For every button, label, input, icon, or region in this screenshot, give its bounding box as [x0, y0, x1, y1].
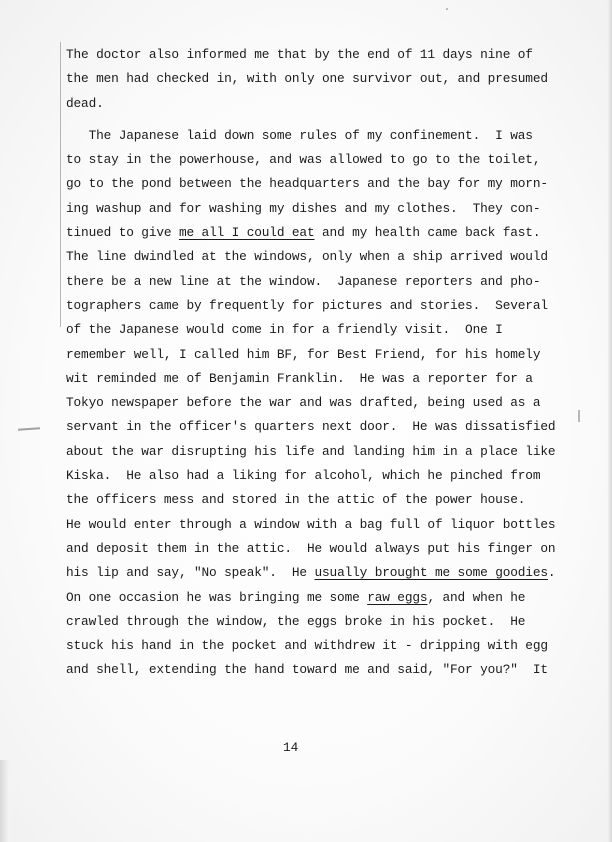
text-line: Kiska. He also had a liking for alcohol, which he pinched from — [66, 468, 541, 484]
paragraph-gap — [66, 116, 566, 124]
text-line — [66, 586, 566, 610]
text-line: the officers mess and stored in the attic of the power house. — [66, 492, 526, 508]
underlined-phrase: me all I could eat — [178, 225, 315, 241]
text-line: and deposit them in the attic. He would always put his finger on — [66, 540, 556, 556]
text-line: The doctor also informed me that by the end of 11 days nine of — [66, 47, 533, 62]
text-line: to stay in the powerhouse, and was allowed to go to the toilet, — [66, 152, 541, 168]
underlined-phrase: usually brought me some goodies — [314, 565, 548, 581]
text-line: servant in the officer's quarters next door. He was dissatisfied — [66, 419, 556, 435]
text-line: of the Japanese would come in for a friendly visit. One I — [66, 322, 503, 338]
scan-edge-right — [608, 0, 612, 842]
scan-edge-left — [0, 760, 10, 842]
text-segment: his lip and say, "No speak". He — [66, 565, 315, 581]
text-line: The Japanese laid down some rules of my confinement. I was — [66, 127, 533, 143]
scan-speck — [446, 8, 448, 10]
text-segment: . — [547, 565, 556, 581]
text-line — [66, 561, 566, 585]
margin-mark-right — [578, 410, 580, 422]
text-line: ing washup and for washing my dishes and my clothes. They con- — [66, 200, 541, 216]
text-line: go to the pond between the headquarters and the bay for my morn- — [66, 176, 548, 192]
text-line: and shell, extending the hand toward me and said, "For you?" It — [66, 662, 548, 678]
text-segment: and my health came back fast. — [314, 225, 541, 241]
text-line: Tokyo newspaper before the war and was drafted, being used as a — [66, 395, 541, 411]
text-segment: tinued to give — [66, 225, 179, 241]
text-line: stuck his hand in the pocket and withdrew it - dripping with egg — [66, 638, 548, 654]
underlined-phrase: raw eggs — [367, 589, 428, 605]
text-segment: On one occasion he was bringing me some — [66, 589, 368, 605]
text-segment: , and when he — [427, 589, 526, 605]
text-line: there be a new line at the window. Japanese reporters and pho- — [66, 273, 541, 289]
margin-mark-left — [18, 427, 40, 431]
text-line: tographers came by frequently for pictures and stories. Several — [66, 297, 548, 313]
margin-pencil-line — [60, 42, 61, 327]
text-line: He would enter through a window with a bag full of liquor bottles — [66, 516, 556, 532]
text-line — [66, 221, 566, 245]
text-line: about the war disrupting his life and landing him in a place like — [66, 443, 556, 459]
text-line: dead. — [66, 95, 104, 111]
text-line: remember well, I called him BF, for Best Friend, for his homely — [66, 346, 541, 362]
text-line: wit reminded me of Benjamin Franklin. He was a reporter for a — [66, 370, 533, 386]
text-line: the men had checked in, with only one survivor out, and presumed — [66, 71, 548, 87]
text-line: The line dwindled at the windows, only when a ship arrived would — [66, 249, 548, 265]
text-line: crawled through the window, the eggs broke in his pocket. He — [66, 613, 526, 629]
typed-body-text — [66, 43, 566, 683]
page-number: 14 — [283, 740, 299, 755]
